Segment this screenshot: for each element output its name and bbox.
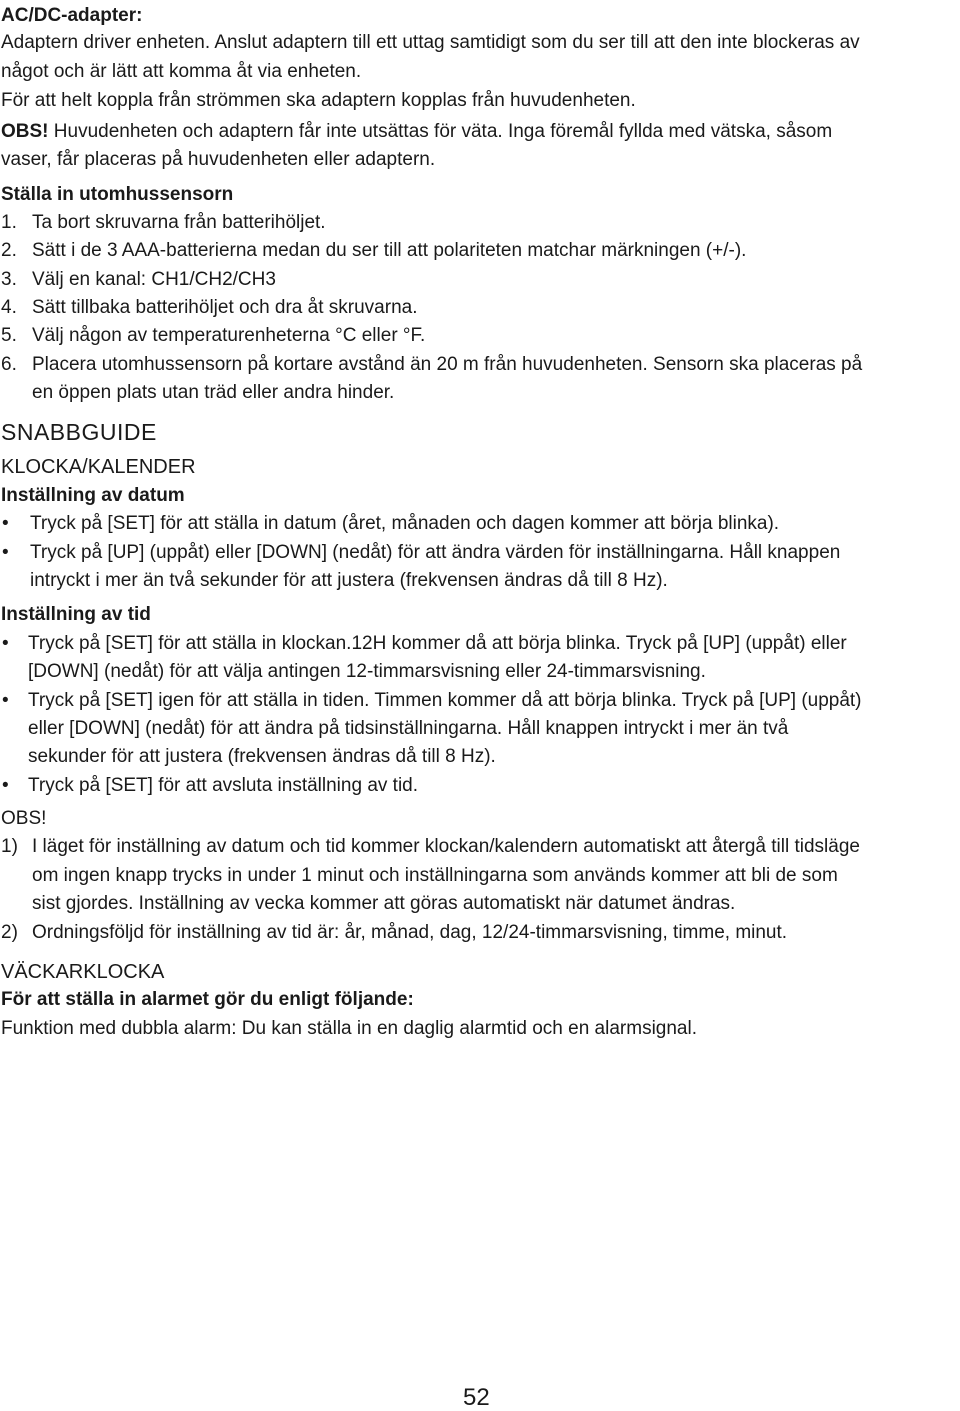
alarm-subheading: För att ställa in alarmet gör du enligt följande: (1, 989, 414, 1010)
adapter-heading: AC/DC-adapter: (1, 5, 143, 26)
step-text: Sätt i de 3 AAA-batterierna medan du ser till att polariteten matchar märkningen (+/-). (32, 240, 747, 261)
adapter-warning-cont: vaser, får placeras på huvudenheten eller adaptern. (1, 149, 436, 170)
step-number: 2. (1, 240, 17, 261)
step-text: Placera utomhussensorn på kortare avstånd än 20 m från huvudenheten. Sensorn ska placeras på (32, 354, 863, 375)
bullet-icon: • (2, 542, 9, 563)
bullet-text: Tryck på [SET] igen för att ställa in tiden. Timmen kommer då att börja blinka. Tryck på [UP] (uppåt) (28, 690, 862, 711)
clock-calendar-heading: KLOCKA/KALENDER (1, 456, 196, 478)
note-number: 1) (1, 836, 18, 857)
bullet-text: Tryck på [SET] för att ställa in datum (året, månaden och dagen kommer att börja blinka). (30, 513, 780, 534)
step-text: Ta bort skruvarna från batterihöljet. (32, 212, 326, 233)
adapter-paragraph-line: Adaptern driver enheten. Anslut adaptern till ett uttag samtidigt som du ser till att den inte blockeras av (1, 32, 860, 53)
step-number: 4. (1, 297, 17, 318)
adapter-warning-text: Huvudenheten och adaptern får inte utsättas för väta. Inga föremål fyllda med vätska, såsom (48, 121, 833, 142)
obs-note-heading: OBS! (1, 808, 47, 829)
bullet-text: intryckt i mer än två sekunder för att justera (frekvensen ändras då till 8 Hz). (30, 570, 668, 591)
adapter-paragraph-line: något och är lätt att komma åt via enheten. (1, 61, 362, 82)
page-number: 52 (463, 1384, 490, 1411)
time-setting-heading: Inställning av tid (1, 604, 151, 625)
note-text: Ordningsföljd för inställning av tid är: år, månad, dag, 12/24-timmarsvisning, timme, minut. (32, 922, 788, 943)
adapter-warning (1, 122, 832, 141)
step-number: 5. (1, 325, 17, 346)
adapter-paragraph-line: För att helt koppla från strömmen ska adaptern kopplas från huvudenheten. (1, 90, 636, 111)
bullet-icon: • (2, 513, 9, 534)
obs-label: OBS! (1, 121, 49, 142)
bullet-text: eller [DOWN] (nedåt) för att ändra på tidsinställningarna. Håll knappen intryckt i mer än två (28, 718, 789, 739)
step-text: Välj någon av temperaturenheterna °C eller °F. (32, 325, 426, 346)
step-number: 3. (1, 269, 17, 290)
bullet-icon: • (2, 633, 9, 654)
bullet-text: [DOWN] (nedåt) för att välja antingen 12-timmarsvisning eller 24-timmarsvisning. (28, 661, 706, 682)
sensor-heading: Ställa in utomhussensorn (1, 184, 234, 205)
note-text: om ingen knapp trycks in under 1 minut och inställningarna som används kommer att bli de som (32, 865, 838, 886)
bullet-text: Tryck på [SET] för att avsluta inställning av tid. (28, 775, 419, 796)
bullet-icon: • (2, 775, 9, 796)
alarm-heading: VÄCKARKLOCKA (1, 961, 165, 983)
note-text: sist gjordes. Inställning av vecka kommer att göras automatiskt när datumet ändras. (32, 893, 736, 914)
bullet-text: Tryck på [SET] för att ställa in klockan.12H kommer då att börja blinka. Tryck på [UP] (uppåt) eller (28, 633, 847, 654)
note-text: I läget för inställning av datum och tid kommer klockan/kalendern automatiskt att återgå till tidsläge (32, 836, 860, 857)
note-number: 2) (1, 922, 18, 943)
step-text: Välj en kanal: CH1/CH2/CH3 (32, 269, 276, 290)
step-number: 6. (1, 354, 17, 375)
step-text: Sätt tillbaka batterihöljet och dra åt skruvarna. (32, 297, 418, 318)
bullet-icon: • (2, 690, 9, 711)
step-text: en öppen plats utan träd eller andra hinder. (32, 382, 395, 403)
date-setting-heading: Inställning av datum (1, 485, 185, 506)
alarm-text: Funktion med dubbla alarm: Du kan ställa in en daglig alarmtid och en alarmsignal. (1, 1018, 697, 1039)
quickguide-title: SNABBGUIDE (1, 419, 157, 445)
step-number: 1. (1, 212, 17, 233)
bullet-text: sekunder för att justera (frekvensen ändras då till 8 Hz). (28, 746, 496, 767)
bullet-text: Tryck på [UP] (uppåt) eller [DOWN] (nedåt) för att ändra värden för inställningarna. Håll knappen (30, 542, 841, 563)
